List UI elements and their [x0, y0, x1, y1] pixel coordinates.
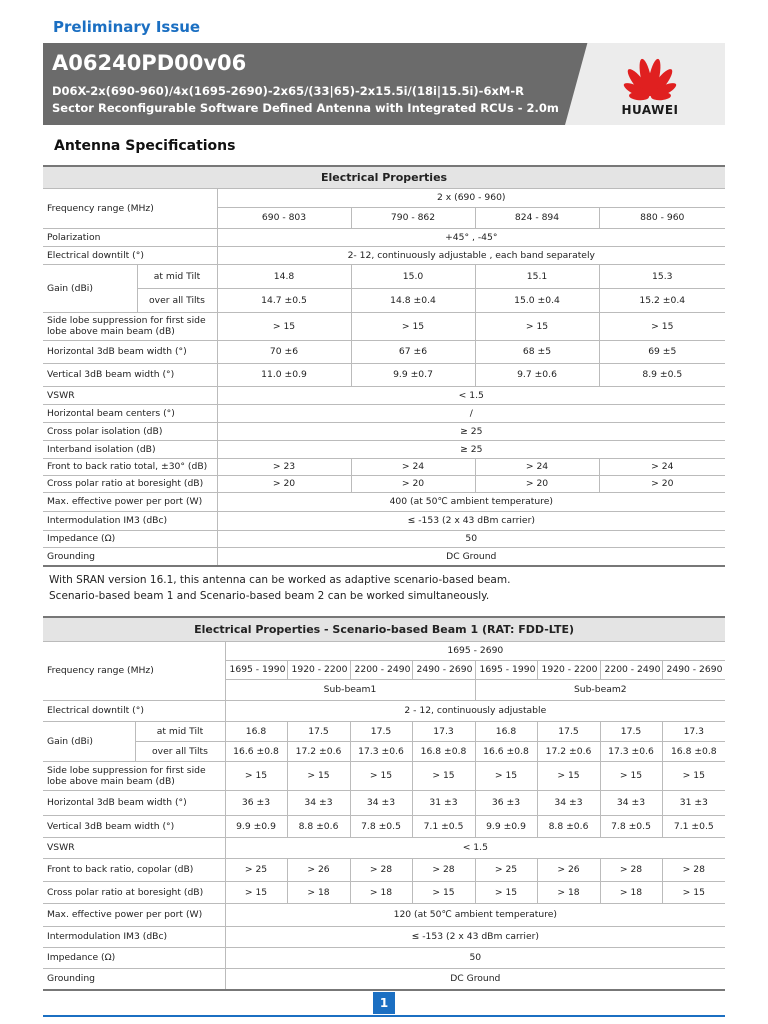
freq-group: 1695 - 2690: [225, 641, 725, 660]
sub-beam-2: Sub-beam2: [475, 679, 725, 700]
value-cell: 17.2 ±0.6: [537, 741, 600, 761]
sub-beam-1: Sub-beam1: [225, 679, 475, 700]
value-cell: 14.8: [217, 264, 351, 288]
value-cell: 7.1 ±0.5: [662, 815, 725, 837]
value-cell: > 15: [475, 312, 599, 340]
table-title: Electrical Properties: [43, 166, 725, 188]
value-cell: 17.3: [662, 721, 725, 741]
footer-rule: [43, 1015, 725, 1017]
row-label: Max. effective power per port (W): [43, 492, 217, 511]
value-cell: 17.3 ±0.6: [600, 741, 662, 761]
value-cell: 17.3: [412, 721, 475, 741]
value-cell: > 28: [412, 858, 475, 881]
freq-group: 2 x (690 - 960): [217, 188, 725, 207]
scenario-beam-note: [49, 572, 510, 604]
value-cell: 17.3 ±0.6: [350, 741, 412, 761]
value-cell: 36 ±3: [475, 790, 537, 815]
value-cell: > 23: [217, 458, 351, 475]
value-cell: > 20: [475, 475, 599, 492]
impedance-value: 50: [217, 530, 725, 547]
value-cell: 17.5: [600, 721, 662, 741]
row-label: VSWR: [43, 386, 217, 404]
downtilt-value: 2- 12, continuously adjustable , each band separately: [217, 246, 725, 264]
model-designation: D06X-2x(690-960)/4x(1695-2690)-2x65/(33|65)-2x15.5i/(18i|15.5i)-6xM-R: [52, 84, 524, 98]
value-cell: 34 ±3: [537, 790, 600, 815]
grounding-value: DC Ground: [217, 547, 725, 566]
value-cell: > 15: [412, 881, 475, 903]
value-cell: 70 ±6: [217, 340, 351, 363]
value-cell: > 24: [475, 458, 599, 475]
value-cell: > 15: [225, 881, 287, 903]
band-cell: 2200 - 2490: [600, 660, 662, 679]
value-cell: > 15: [225, 761, 287, 790]
row-label: Cross polar ratio at boresight (dB): [43, 881, 225, 903]
row-label: Cross polar isolation (dB): [43, 422, 217, 440]
value-cell: > 15: [662, 881, 725, 903]
value-cell: 8.8 ±0.6: [537, 815, 600, 837]
value-cell: 16.8 ±0.8: [662, 741, 725, 761]
im3-value: ≤ -153 (2 x 43 dBm carrier): [225, 926, 725, 947]
value-cell: 17.2 ±0.6: [287, 741, 350, 761]
value-cell: 9.7 ±0.6: [475, 363, 599, 386]
value-cell: 16.8: [475, 721, 537, 741]
interband-isolation-value: ≥ 25: [217, 440, 725, 458]
table-title: Electrical Properties - Scenario-based Beam 1 (RAT: FDD-LTE): [43, 617, 725, 641]
value-cell: 69 ±5: [599, 340, 725, 363]
scenario-beam-table: [43, 616, 725, 991]
row-label: Intermodulation IM3 (dBc): [43, 511, 217, 530]
value-cell: 17.5: [287, 721, 350, 741]
row-label: Impedance (Ω): [43, 947, 225, 968]
row-label: Grounding: [43, 968, 225, 990]
value-cell: > 15: [600, 761, 662, 790]
value-cell: 15.0: [351, 264, 475, 288]
value-cell: 16.8: [225, 721, 287, 741]
value-cell: > 15: [217, 312, 351, 340]
band-cell: 1695 - 1990: [225, 660, 287, 679]
row-label: Vertical 3dB beam width (°): [43, 815, 225, 837]
row-label: Horizontal 3dB beam width (°): [43, 340, 217, 363]
value-cell: > 15: [350, 761, 412, 790]
sub-label: over all Tilts: [137, 288, 217, 312]
value-cell: > 28: [662, 858, 725, 881]
vswr-value: < 1.5: [225, 837, 725, 858]
row-label: Max. effective power per port (W): [43, 903, 225, 926]
beam-centers-value: /: [217, 404, 725, 422]
sub-label: at mid Tilt: [135, 721, 225, 741]
row-label: Polarization: [43, 228, 217, 246]
value-cell: > 15: [475, 881, 537, 903]
product-description: Sector Reconfigurable Software Defined Antenna with Integrated RCUs - 2.0m: [52, 101, 559, 115]
band-cell: 690 - 803: [217, 207, 351, 228]
value-cell: > 28: [350, 858, 412, 881]
value-cell: 15.2 ±0.4: [599, 288, 725, 312]
row-label: Side lobe suppression for first side lobe above main beam (dB): [43, 312, 217, 340]
band-cell: 2490 - 2690: [412, 660, 475, 679]
power-value: 120 (at 50℃ ambient temperature): [225, 903, 725, 926]
value-cell: > 15: [475, 761, 537, 790]
value-cell: 7.1 ±0.5: [412, 815, 475, 837]
band-cell: 2200 - 2490: [350, 660, 412, 679]
row-label: Intermodulation IM3 (dBc): [43, 926, 225, 947]
value-cell: 15.0 ±0.4: [475, 288, 599, 312]
value-cell: > 20: [599, 475, 725, 492]
row-label: Cross polar ratio at boresight (dB): [43, 475, 217, 492]
cross-polar-isolation-value: ≥ 25: [217, 422, 725, 440]
huawei-wordmark: HUAWEI: [621, 103, 679, 117]
band-cell: 880 - 960: [599, 207, 725, 228]
row-label: Electrical downtilt (°): [43, 700, 225, 721]
band-cell: 1920 - 2200: [537, 660, 600, 679]
im3-value: ≤ -153 (2 x 43 dBm carrier): [217, 511, 725, 530]
row-label: Horizontal 3dB beam width (°): [43, 790, 225, 815]
row-label: Front to back ratio, copolar (dB): [43, 858, 225, 881]
value-cell: 67 ±6: [351, 340, 475, 363]
value-cell: > 15: [412, 761, 475, 790]
value-cell: > 20: [217, 475, 351, 492]
value-cell: > 15: [599, 312, 725, 340]
huawei-logo: [605, 51, 695, 119]
value-cell: > 24: [599, 458, 725, 475]
band-cell: 824 - 894: [475, 207, 599, 228]
downtilt-value: 2 - 12, continuously adjustable: [225, 700, 725, 721]
polarization-value: +45° , -45°: [217, 228, 725, 246]
title-banner: [43, 43, 725, 125]
electrical-properties-table: [43, 165, 725, 567]
value-cell: > 15: [662, 761, 725, 790]
note-line: With SRAN version 16.1, this antenna can be worked as adaptive scenario-based beam.: [49, 574, 511, 586]
row-label: Horizontal beam centers (°): [43, 404, 217, 422]
value-cell: > 20: [351, 475, 475, 492]
value-cell: 17.5: [350, 721, 412, 741]
value-cell: 15.1: [475, 264, 599, 288]
row-label: Gain (dBi): [43, 264, 137, 312]
huawei-flower-icon: [605, 51, 695, 103]
row-label: Electrical downtilt (°): [43, 246, 217, 264]
value-cell: > 18: [287, 881, 350, 903]
value-cell: > 28: [600, 858, 662, 881]
value-cell: 34 ±3: [287, 790, 350, 815]
value-cell: 8.9 ±0.5: [599, 363, 725, 386]
value-cell: 31 ±3: [662, 790, 725, 815]
value-cell: > 15: [537, 761, 600, 790]
value-cell: > 18: [537, 881, 600, 903]
value-cell: 16.6 ±0.8: [475, 741, 537, 761]
sub-label: at mid Tilt: [137, 264, 217, 288]
document-id: A06240PD00v06: [52, 51, 247, 75]
value-cell: 9.9 ±0.9: [225, 815, 287, 837]
value-cell: 34 ±3: [600, 790, 662, 815]
value-cell: 16.8 ±0.8: [412, 741, 475, 761]
value-cell: > 18: [350, 881, 412, 903]
band-cell: 1695 - 1990: [475, 660, 537, 679]
value-cell: 15.3: [599, 264, 725, 288]
row-label: VSWR: [43, 837, 225, 858]
grounding-value: DC Ground: [225, 968, 725, 990]
row-label: Frequency range (MHz): [43, 641, 225, 700]
value-cell: > 24: [351, 458, 475, 475]
value-cell: 7.8 ±0.5: [350, 815, 412, 837]
value-cell: 9.9 ±0.9: [475, 815, 537, 837]
value-cell: 36 ±3: [225, 790, 287, 815]
row-label: Frequency range (MHz): [43, 188, 217, 228]
note-line: Scenario-based beam 1 and Scenario-based beam 2 can be worked simultaneously.: [49, 590, 490, 602]
row-label: Vertical 3dB beam width (°): [43, 363, 217, 386]
band-cell: 1920 - 2200: [287, 660, 350, 679]
value-cell: 31 ±3: [412, 790, 475, 815]
sub-label: over all Tilts: [135, 741, 225, 761]
value-cell: > 26: [287, 858, 350, 881]
value-cell: > 25: [225, 858, 287, 881]
value-cell: 8.8 ±0.6: [287, 815, 350, 837]
row-label: Impedance (Ω): [43, 530, 217, 547]
value-cell: 34 ±3: [350, 790, 412, 815]
value-cell: 16.6 ±0.8: [225, 741, 287, 761]
value-cell: 14.8 ±0.4: [351, 288, 475, 312]
row-label: Grounding: [43, 547, 217, 566]
band-cell: 2490 - 2690: [662, 660, 725, 679]
value-cell: > 25: [475, 858, 537, 881]
row-label: Gain (dBi): [43, 721, 135, 761]
value-cell: 14.7 ±0.5: [217, 288, 351, 312]
value-cell: 9.9 ±0.7: [351, 363, 475, 386]
value-cell: 11.0 ±0.9: [217, 363, 351, 386]
row-label: Interband isolation (dB): [43, 440, 217, 458]
power-value: 400 (at 50℃ ambient temperature): [217, 492, 725, 511]
preliminary-issue-label: Preliminary Issue: [53, 18, 201, 36]
value-cell: 17.5: [537, 721, 600, 741]
section-title: Antenna Specifications: [54, 138, 236, 154]
page-number: 1: [373, 992, 395, 1014]
vswr-value: < 1.5: [217, 386, 725, 404]
value-cell: > 15: [287, 761, 350, 790]
value-cell: 68 ±5: [475, 340, 599, 363]
value-cell: > 26: [537, 858, 600, 881]
row-label: Side lobe suppression for first side lobe above main beam (dB): [43, 761, 225, 790]
impedance-value: 50: [225, 947, 725, 968]
value-cell: > 15: [351, 312, 475, 340]
band-cell: 790 - 862: [351, 207, 475, 228]
value-cell: 7.8 ±0.5: [600, 815, 662, 837]
row-label: Front to back ratio total, ±30° (dB): [43, 458, 217, 475]
value-cell: > 18: [600, 881, 662, 903]
